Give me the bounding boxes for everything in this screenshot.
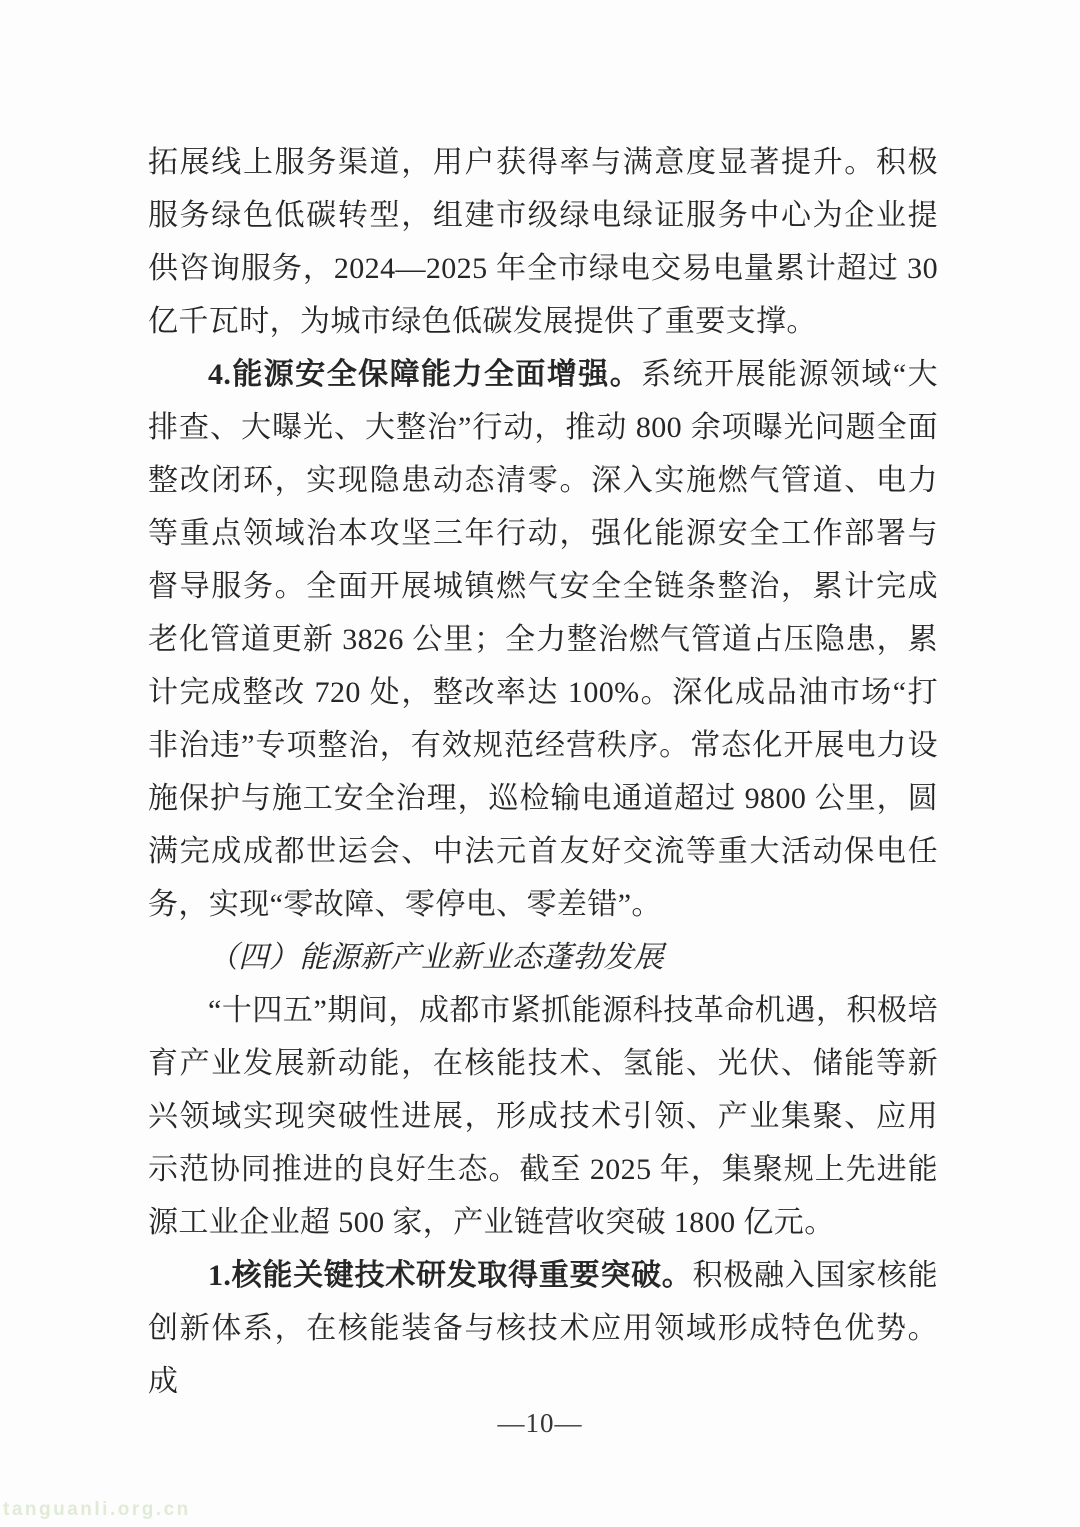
document-body	[148, 136, 938, 1408]
paragraph-lead-bold: 1.核能关键技术研发取得重要突破。	[208, 1259, 693, 1292]
paragraph-text: 积极融入国家核能创新体系，在核能装备与核技术应用领域形成特色优势。成	[148, 1259, 938, 1398]
subsection-heading-text: （四）能源新产业新业态蓬勃发展	[208, 941, 664, 974]
paragraph-nuclear-tech	[148, 1249, 938, 1408]
paragraph-energy-security	[148, 348, 938, 931]
subsection-heading-four	[148, 931, 938, 984]
paragraph-text: “十四五”期间，成都市紧抓能源科技革命机遇，积极培育产业发展新动能，在核能技术、氢能、光伏、储能等新兴领域实现突破性进展，形成技术引领、产业集聚、应用示范协同推进的良好生态。截至 2025 年，集聚规上先进能源工业企业超 500 家，产业链营收突破 1800 亿元。	[148, 994, 938, 1239]
paragraph-text: 拓展线上服务渠道，用户获得率与满意度显著提升。积极服务绿色低碳转型，组建市级绿电绿证服务中心为企业提供咨询服务，2024—2025 年全市绿电交易电量累计超过 30 亿千瓦时，为城市绿色低碳发展提供了重要支撑。	[148, 146, 938, 338]
page-number: —10—	[497, 1408, 583, 1438]
watermark: tanguanli.org.cn	[3, 1499, 191, 1520]
paragraph-text: 系统开展能源领域“大排查、大曝光、大整治”行动，推动 800 余项曝光问题全面整改闭环，实现隐患动态清零。深入实施燃气管道、电力等重点领域治本攻坚三年行动，强化能源安全工作部署与督导服务。全面开展城镇燃气安全全链条整治，累计完成老化管道更新 3826 公里；全力整治燃气管道占压隐患，累计完成整改 720 处，整改率达 100%。深化成品油市场“打非治违”专项整治，有效规范经营秩序。常态化开展电力设施保护与施工安全治理，巡检输电通道超过 9800 公里，圆满完成成都世运会、中法元首友好交流等重大活动保电任务，实现“零故障、零停电、零差错”。	[148, 358, 938, 921]
paragraph-lead-bold: 4.能源安全保障能力全面增强。	[208, 358, 642, 391]
paragraph-green-service	[148, 136, 938, 348]
paragraph-new-industry	[148, 984, 938, 1249]
